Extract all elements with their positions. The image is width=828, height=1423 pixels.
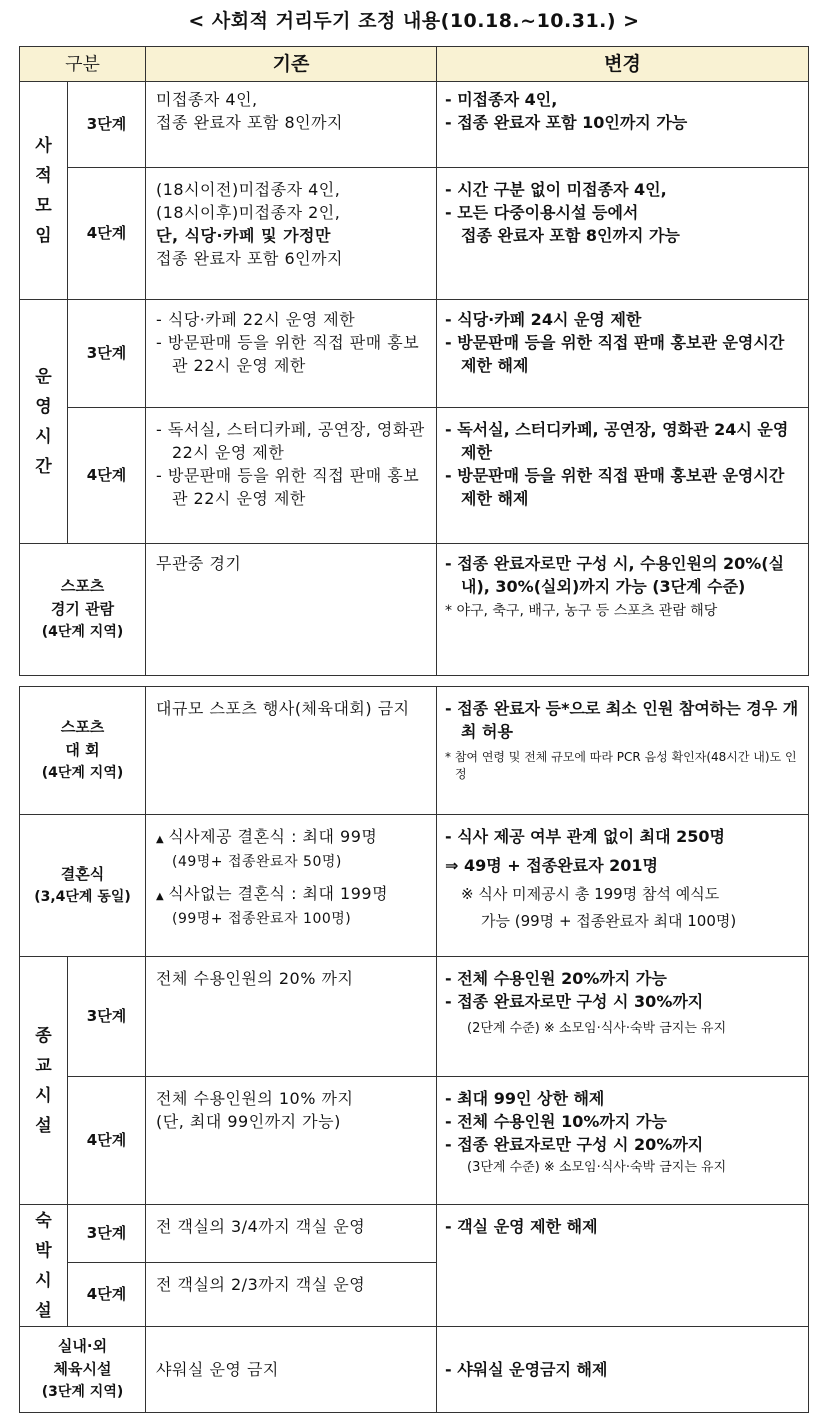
previous-rule: 미접종자 4인, 접종 완료자 포함 8인까지 bbox=[146, 82, 437, 168]
triangle-bullet-icon: ▲ bbox=[156, 834, 165, 845]
step-label: 4단계 bbox=[68, 168, 146, 300]
changed-rule: - 최대 99인 상한 해제 - 전체 수용인원 10%까지 가능 - 접종 완료자로만 구성 시 20%까지 (3단계 수준) ※ 소모임·식사·숙박 금지는 유지 bbox=[437, 1077, 809, 1205]
changed-rule: - 접종 완료자 등*으로 최소 인원 참여하는 경우 개최 허용 * 참여 연령 및 전체 규모에 따라 PCR 음성 확인자(48시간 내)도 인정 bbox=[437, 687, 809, 815]
step-label: 3단계 bbox=[68, 1205, 146, 1263]
previous-rule: 전체 수용인원의 20% 까지 bbox=[146, 957, 437, 1077]
previous-rule: - 식당·카페 22시 운영 제한 - 방문판매 등을 위한 직접 판매 홍보관 22시 운영 제한 bbox=[146, 300, 437, 408]
previous-rule: 전 객실의 3/4까지 객실 운영 bbox=[146, 1205, 437, 1263]
triangle-bullet-icon: ▲ bbox=[156, 891, 165, 902]
header-previous: 기존 bbox=[146, 47, 437, 82]
distancing-table-2 bbox=[19, 686, 809, 1413]
changed-rule: - 시간 구분 없이 미접종자 4인, - 모든 다중이용시설 등에서 접종 완료자 포함 8인까지 가능 bbox=[437, 168, 809, 300]
distancing-table-1 bbox=[19, 46, 809, 676]
changed-rule: - 샤워실 운영금지 해제 bbox=[437, 1327, 809, 1413]
step-label: 3단계 bbox=[68, 300, 146, 408]
previous-rule: 전 객실의 2/3까지 객실 운영 bbox=[146, 1263, 437, 1327]
previous-rule: ▲ 식사제공 결혼식 : 최대 99명 (49명+ 접종완료자 50명) ▲ 식사없는 결혼식 : 최대 199명 (99명+ 접종완료자 100명) bbox=[146, 815, 437, 957]
changed-rule: - 식당·카페 24시 운영 제한 - 방문판매 등을 위한 직접 판매 홍보관 운영시간 제한 해제 bbox=[437, 300, 809, 408]
changed-rule: - 객실 운영 제한 해제 bbox=[437, 1205, 809, 1327]
changed-rule: - 전체 수용인원 20%까지 가능 - 접종 완료자로만 구성 시 30%까지 (2단계 수준) ※ 소모임·식사·숙박 금지는 유지 bbox=[437, 957, 809, 1077]
previous-rule: - 독서실, 스터디카페, 공연장, 영화관 22시 운영 제한 - 방문판매 등을 위한 직접 판매 홍보관 22시 운영 제한 bbox=[146, 408, 437, 544]
category-lodging: 숙박시설 bbox=[20, 1205, 68, 1327]
changed-rule: - 접종 완료자로만 구성 시, 수용인원의 20%(실내), 30%(실외)까지 가능 (3단계 수준) * 야구, 축구, 배구, 농구 등 스포츠 관람 해당 bbox=[437, 544, 809, 676]
previous-rule: 무관중 경기 bbox=[146, 544, 437, 676]
previous-rule: 샤워실 운영 금지 bbox=[146, 1327, 437, 1413]
previous-rule: 전체 수용인원의 10% 까지 (단, 최대 99인까지 가능) bbox=[146, 1077, 437, 1205]
changed-rule: - 식사 제공 여부 관계 없이 최대 250명 ⇒ 49명 + 접종완료자 201명 ※ 식사 미제공시 총 199명 참석 예식도 가능 (99명 + 접종완료자 최대 100명) bbox=[437, 815, 809, 957]
changed-rule: - 독서실, 스터디카페, 공연장, 영화관 24시 운영 제한 - 방문판매 등을 위한 직접 판매 홍보관 운영시간 제한 해제 bbox=[437, 408, 809, 544]
step-label: 3단계 bbox=[68, 957, 146, 1077]
header-category: 구분 bbox=[20, 47, 146, 82]
step-label: 4단계 bbox=[68, 1263, 146, 1327]
changed-rule: - 미접종자 4인, - 접종 완료자 포함 10인까지 가능 bbox=[437, 82, 809, 168]
step-label: 4단계 bbox=[68, 408, 146, 544]
category-sports-viewing: 스포츠 경기 관람 (4단계 지역) bbox=[20, 544, 146, 676]
step-label: 4단계 bbox=[68, 1077, 146, 1205]
category-operating-hours: 운영시간 bbox=[20, 300, 68, 544]
category-private-gathering: 사적모임 bbox=[20, 82, 68, 300]
category-sports-facility: 실내·외 체육시설 (3단계 지역) bbox=[20, 1327, 146, 1413]
header-changed: 변경 bbox=[437, 47, 809, 82]
category-sports-event: 스포츠 대 회 (4단계 지역) bbox=[20, 687, 146, 815]
previous-rule: 대규모 스포츠 행사(체육대회) 금지 bbox=[146, 687, 437, 815]
page-title: < 사회적 거리두기 조정 내용(10.18.~10.31.) > bbox=[188, 10, 640, 32]
step-label: 3단계 bbox=[68, 82, 146, 168]
category-religious: 종교시설 bbox=[20, 957, 68, 1205]
previous-rule: (18시이전)미접종자 4인, (18시이후)미접종자 2인, 단, 식당·카페 및 가정만 접종 완료자 포함 6인까지 bbox=[146, 168, 437, 300]
category-wedding: 결혼식 (3,4단계 동일) bbox=[20, 815, 146, 957]
